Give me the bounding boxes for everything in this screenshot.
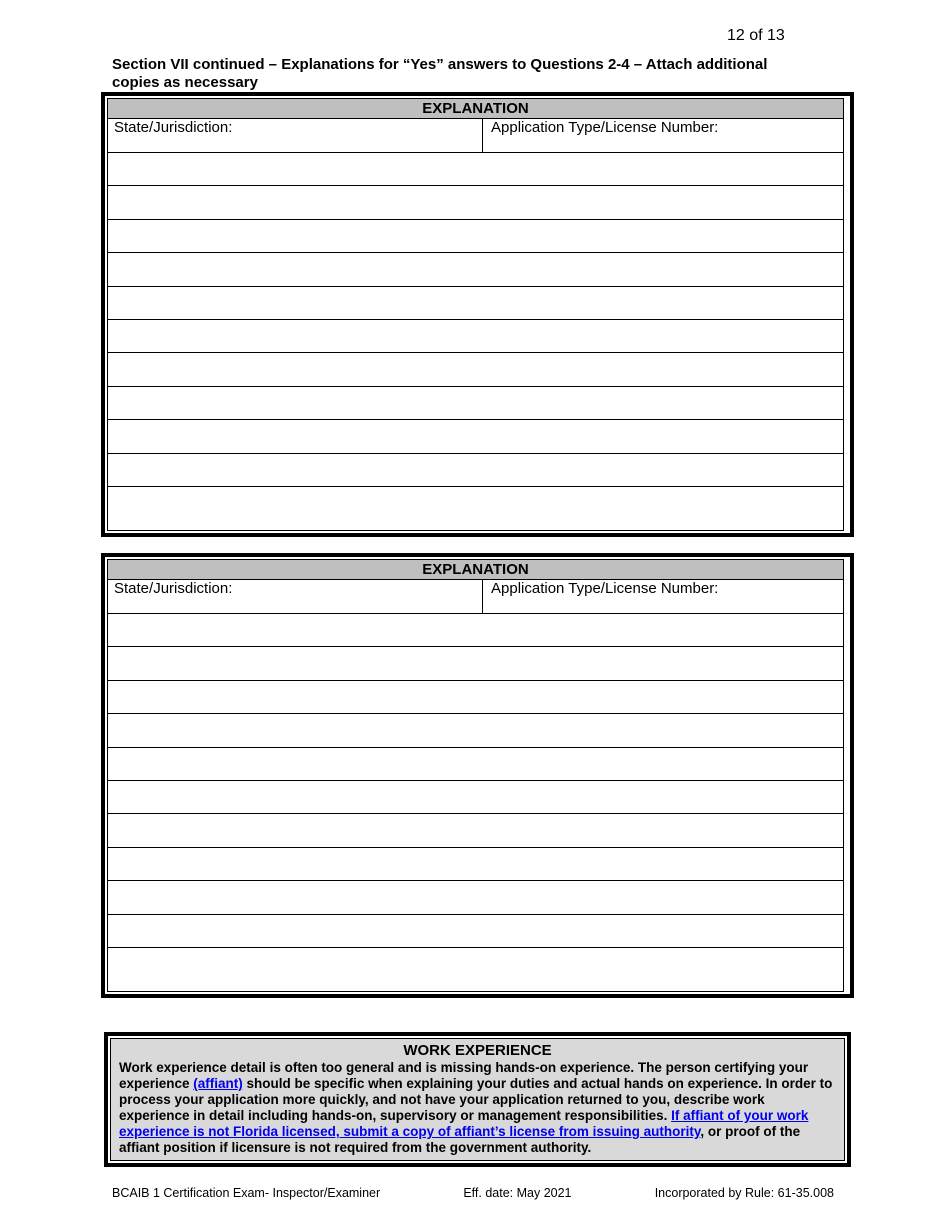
explanation-line[interactable]	[108, 287, 843, 320]
explanation-line[interactable]	[108, 153, 843, 186]
explanation-line[interactable]	[108, 253, 843, 286]
state-jurisdiction-field[interactable]	[108, 580, 483, 613]
work-experience-text-3: , or proof of the affiant position if licensure is not required from the government authority.	[119, 1124, 801, 1155]
explanation-header: EXPLANATION	[108, 99, 843, 119]
explanation-line[interactable]	[108, 487, 843, 520]
work-experience-text-1: Work experience detail is often too general and is missing hands-on experience. The person certifying your experience	[119, 1060, 809, 1091]
explanation-line[interactable]	[108, 814, 843, 847]
explanation-line[interactable]	[108, 848, 843, 881]
work-experience-box	[104, 1032, 851, 1167]
page-footer	[112, 1186, 834, 1200]
explanation-box-2	[101, 553, 854, 998]
work-experience-text	[119, 1060, 836, 1156]
state-jurisdiction-label: State/Jurisdiction:	[114, 580, 233, 597]
explanation-line[interactable]	[108, 948, 843, 981]
explanation-header: EXPLANATION	[108, 560, 843, 580]
explanation-line[interactable]	[108, 781, 843, 814]
footer-rule: Incorporated by Rule: 61-35.008	[654, 1186, 834, 1200]
section-title: Section VII continued – Explanations for “Yes” answers to Questions 2-4 – Attach additional copies as necessary	[112, 56, 768, 91]
license-number-label: Application Type/License Number:	[491, 119, 719, 136]
explanation-box-1	[101, 92, 854, 537]
license-number-field[interactable]	[483, 119, 843, 152]
explanation-line[interactable]	[108, 387, 843, 420]
explanation-line[interactable]	[108, 915, 843, 948]
footer-effective-date: Eff. date: May 2021	[463, 1186, 572, 1200]
state-jurisdiction-label: State/Jurisdiction:	[114, 119, 233, 136]
license-number-label: Application Type/License Number:	[491, 580, 719, 597]
explanation-line[interactable]	[108, 714, 843, 747]
state-jurisdiction-field[interactable]	[108, 119, 483, 152]
page-number: 12 of 13	[727, 27, 785, 44]
explanation-line[interactable]	[108, 748, 843, 781]
explanation-line[interactable]	[108, 320, 843, 353]
license-number-field[interactable]	[483, 580, 843, 613]
work-experience-text-2: should be specific when explaining your duties and actual hands on experience. In order to process your application more quickly, and not have your application returned to you, describe work experience in detail including hands-on, supervisory or management responsibilities.	[119, 1076, 833, 1123]
affiant-license-link[interactable]: If affiant of your work experience is not Florida licensed, submit a copy of affiant’s license from issuing authority	[119, 1108, 809, 1139]
footer-form-name: BCAIB 1 Certification Exam- Inspector/Examiner	[112, 1186, 381, 1200]
explanation-line[interactable]	[108, 220, 843, 253]
explanation-line[interactable]	[108, 420, 843, 453]
explanation-line[interactable]	[108, 454, 843, 487]
explanation-line[interactable]	[108, 881, 843, 914]
explanation-line[interactable]	[108, 353, 843, 386]
explanation-line[interactable]	[108, 647, 843, 680]
affiant-link[interactable]: (affiant)	[193, 1076, 243, 1091]
explanation-line[interactable]	[108, 681, 843, 714]
explanation-line[interactable]	[108, 186, 843, 219]
work-experience-title: WORK EXPERIENCE	[403, 1042, 552, 1059]
explanation-line[interactable]	[108, 614, 843, 647]
